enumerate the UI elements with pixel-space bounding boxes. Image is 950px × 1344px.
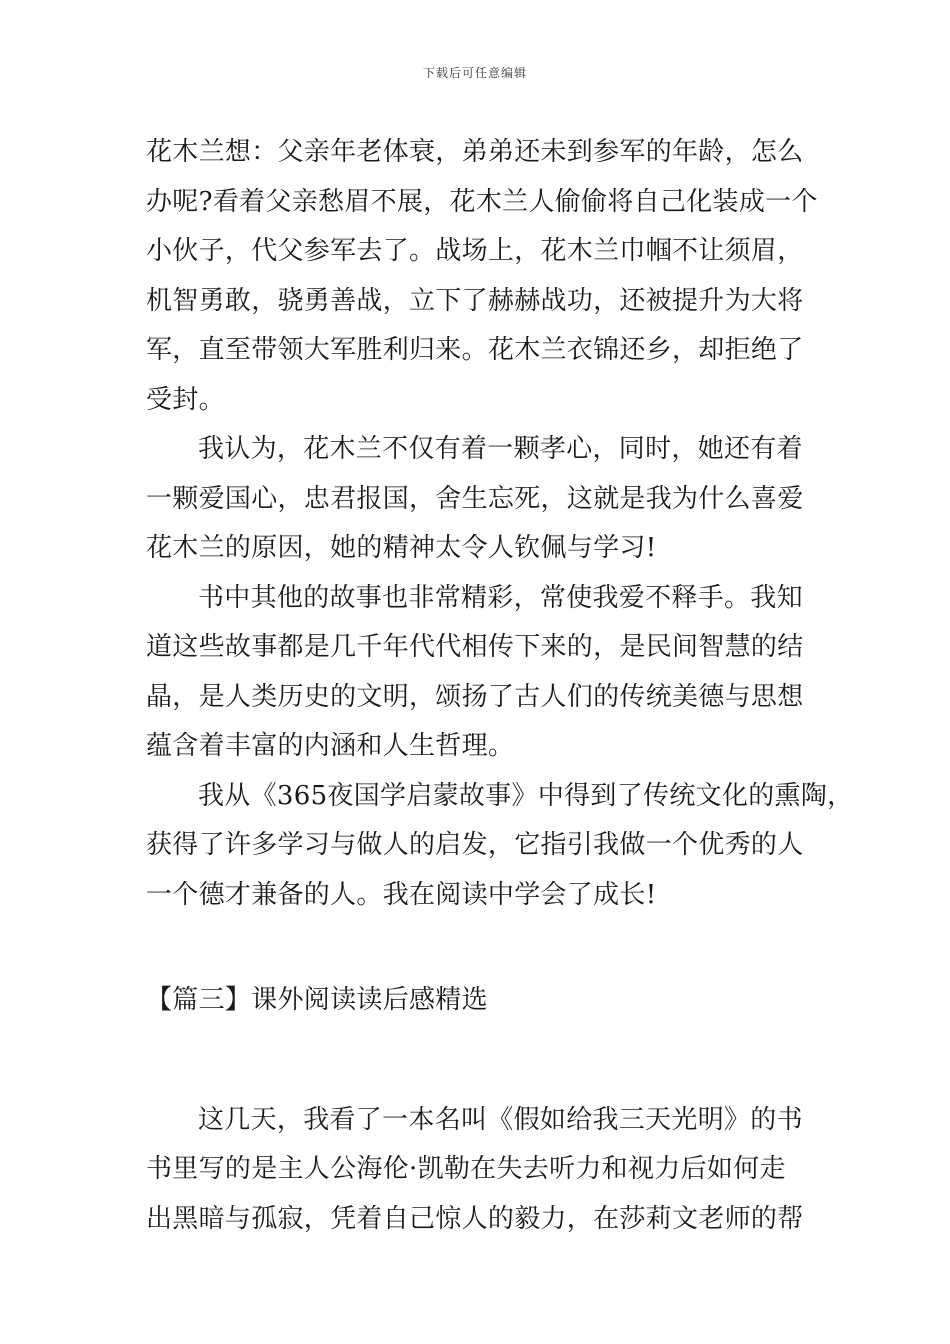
paragraph-conclusion bbox=[146, 772, 854, 921]
text-line: 我认为，花木兰不仅有着一颗孝心，同时，她还有着 bbox=[198, 434, 803, 464]
section-heading: 【篇三】课外阅读读后感精选 bbox=[146, 985, 488, 1015]
text-line: 小伙子，代父参军去了。战场上，花木兰巾帼不让须眉， bbox=[146, 236, 804, 266]
text-line: 出黑暗与孤寂，凭着自己惊人的毅力，在莎莉文老师的帮 bbox=[146, 1203, 804, 1234]
paragraph-opinion bbox=[146, 425, 816, 574]
text-line: 机智勇敢，骁勇善战，立下了赫赫战功，还被提升为大将 bbox=[146, 285, 804, 316]
paragraph-mulan-story bbox=[146, 128, 816, 425]
text-line: 花木兰的原因，她的精神太令人钦佩与学习! bbox=[146, 533, 657, 563]
text-line: 书中其他的故事也非常精彩，常使我爱不释手。我知 bbox=[198, 582, 803, 613]
text-line: 花木兰想：父亲年老体衰，弟弟还未到参军的年龄，怎么 bbox=[146, 137, 804, 167]
text-line: 军，直至带领大军胜利归来。花木兰衣锦还乡，却拒绝了 bbox=[146, 335, 804, 365]
text-line: 书里写的是主人公海伦·凯勒在失去听力和视力后如何走 bbox=[146, 1154, 786, 1184]
text-line: 晶，是人类历史的文明，颂扬了古人们的传统美德与思想 bbox=[146, 681, 804, 712]
text-line: 一个德才兼备的人。我在阅读中学会了成长! bbox=[146, 879, 657, 910]
text-line: 办呢?看着父亲愁眉不展，花木兰人偷偷将自己化装成一个 bbox=[146, 186, 818, 217]
text-line: 我从《365夜国学启蒙故事》中得到了传统文化的熏陶， bbox=[198, 780, 854, 811]
text-line: 获得了许多学习与做人的启发，它指引我做一个优秀的人 bbox=[146, 830, 804, 860]
paragraph-other-stories bbox=[146, 574, 816, 772]
paragraph-helen-keller bbox=[146, 1096, 816, 1245]
document-body bbox=[146, 128, 854, 1244]
text-line: 一颗爱国心，忠君报国，舍生忘死，这就是我为什么喜爱 bbox=[146, 483, 804, 514]
text-line: 受封。 bbox=[146, 384, 225, 415]
spacer bbox=[146, 1026, 816, 1096]
text-line: 这几天，我看了一本名叫《假如给我三天光明》的书 bbox=[198, 1104, 803, 1135]
page-header-note: 下载后可任意编辑 bbox=[422, 66, 527, 80]
text-line: 道这些故事都是几千年代代相传下来的，是民间智慧的结 bbox=[146, 632, 804, 662]
spacer bbox=[146, 920, 816, 976]
text-line: 蕴含着丰富的内涵和人生哲理。 bbox=[146, 731, 515, 761]
